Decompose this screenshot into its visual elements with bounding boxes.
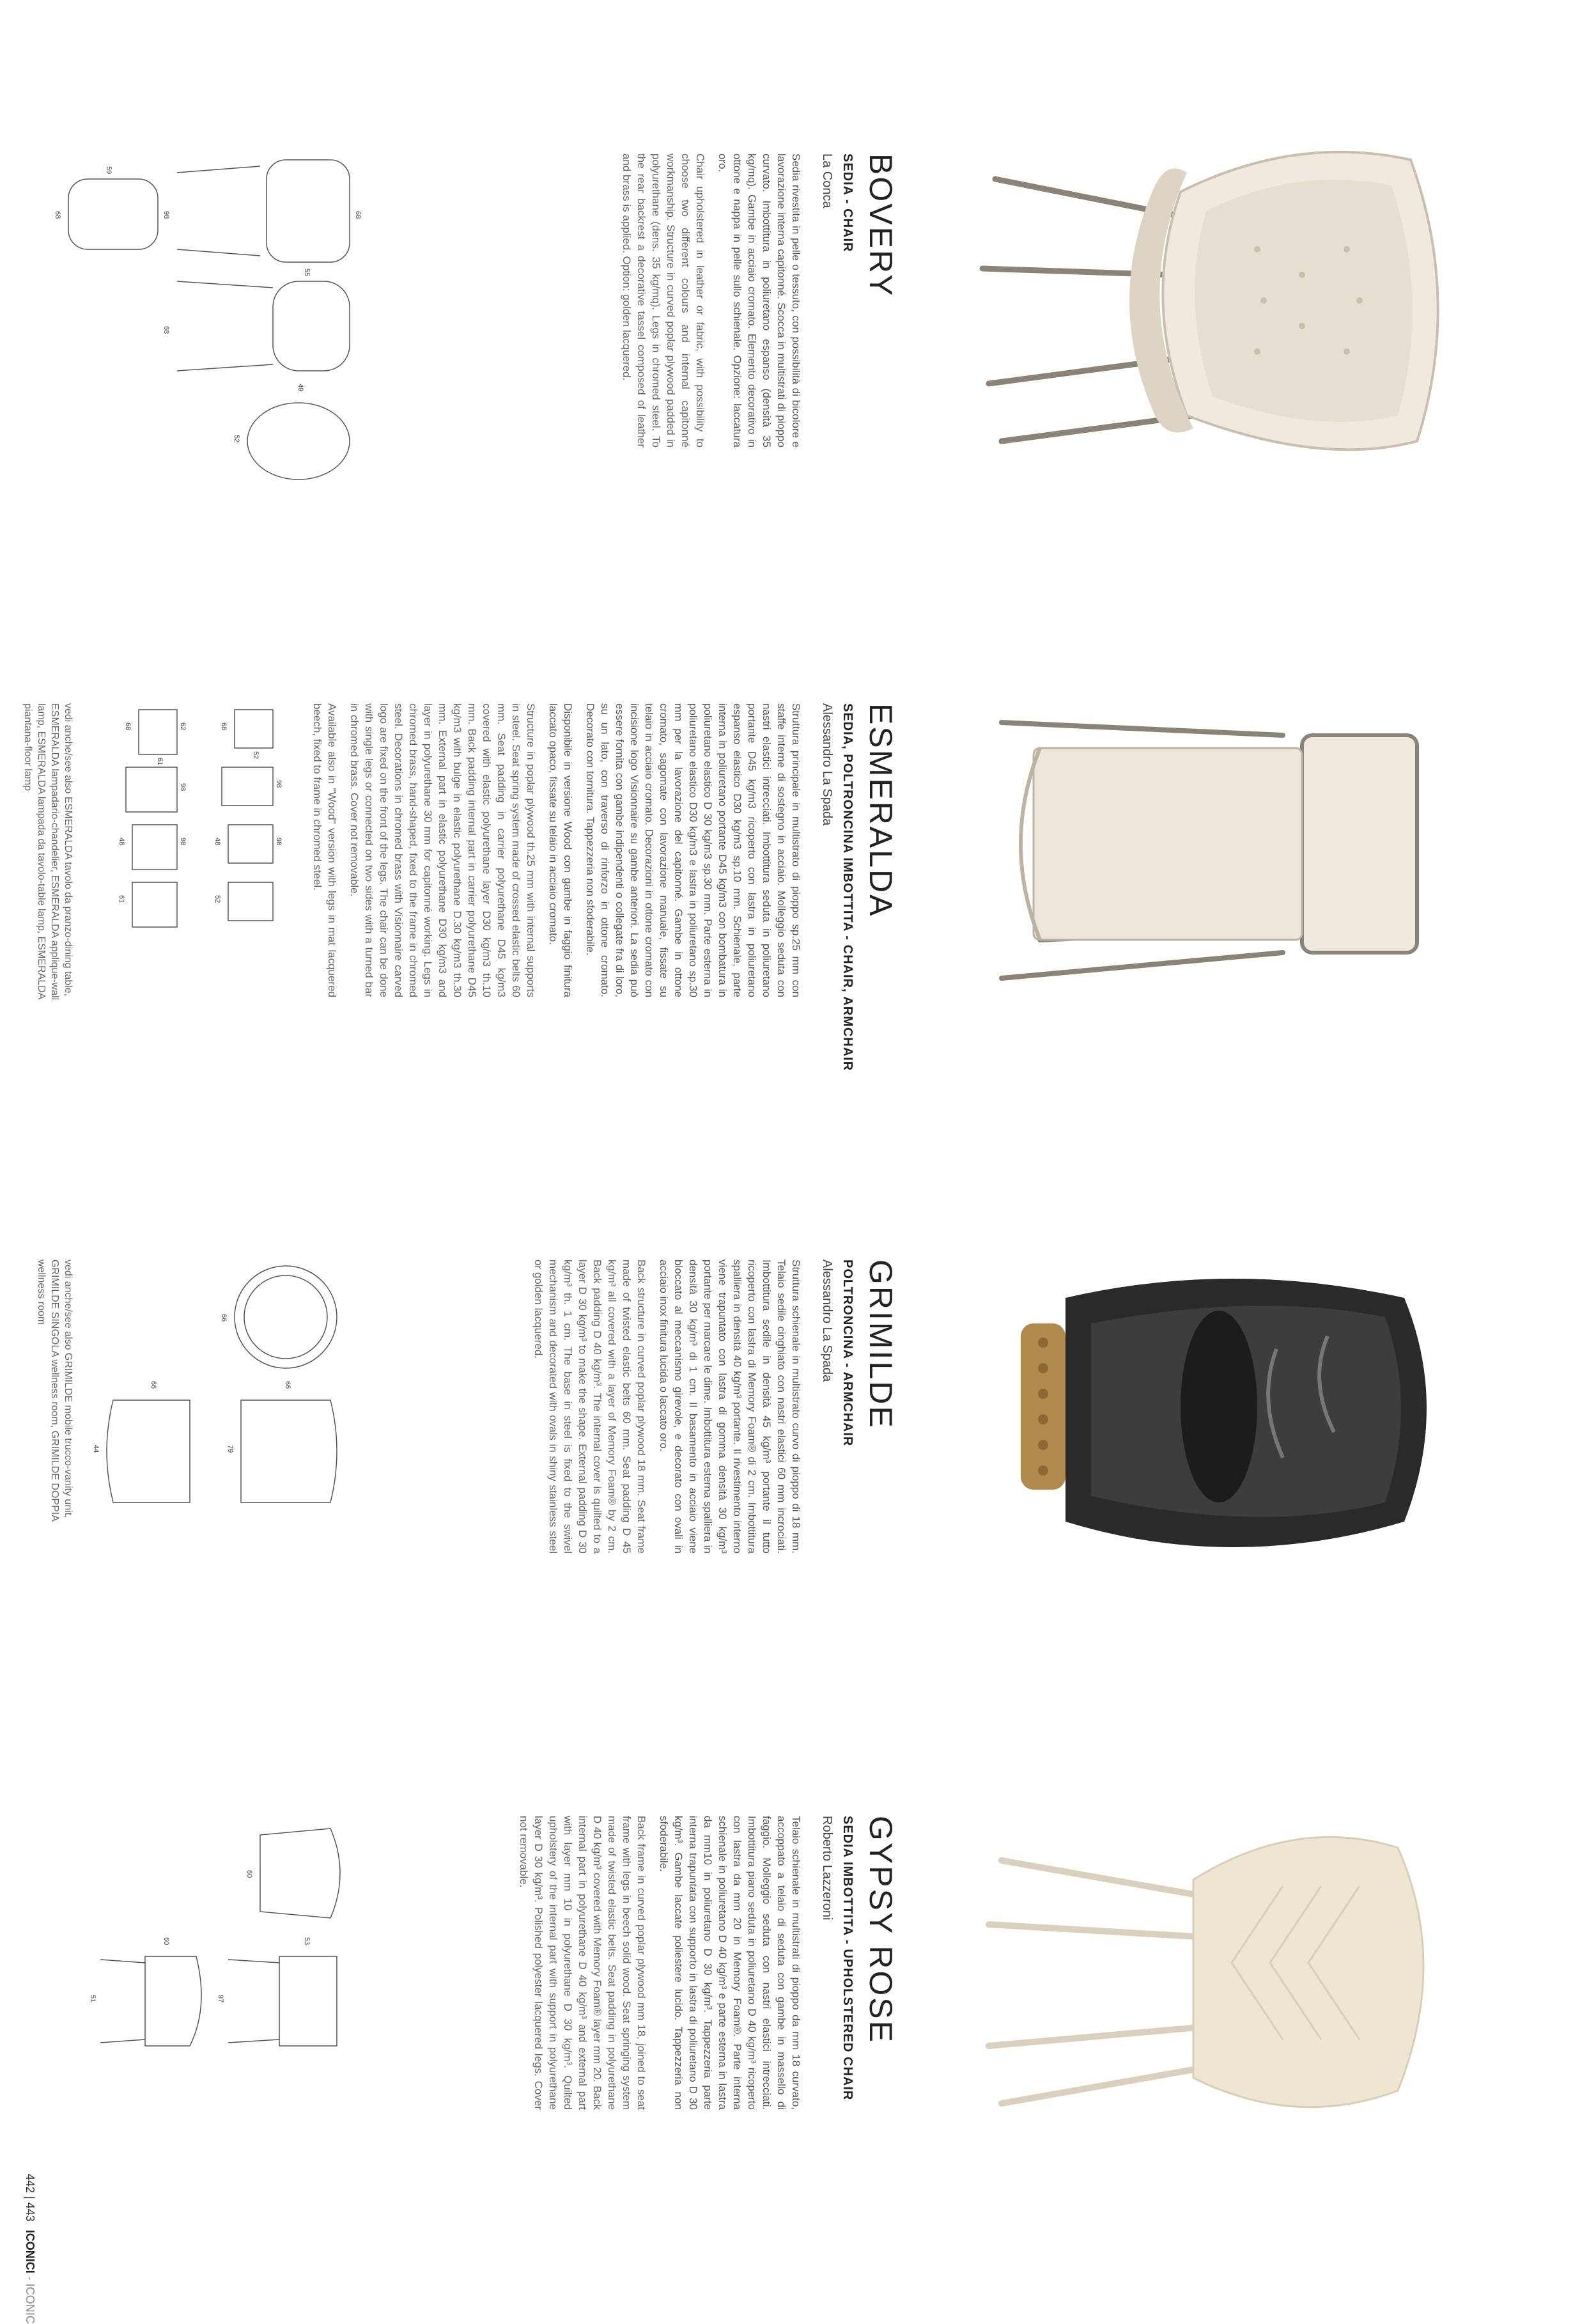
dimension-label: 97 bbox=[217, 1995, 224, 2003]
product-gypsy-rose bbox=[0, 1720, 1596, 2270]
product-designer: Roberto Lazzeroni bbox=[820, 1816, 834, 1921]
drawing-armchair-front bbox=[139, 710, 177, 754]
dimension-label: 66 bbox=[220, 1314, 228, 1322]
section-name-en: ICONIC bbox=[24, 2283, 36, 2324]
description-it-wood: Disponibile in versione Wood con gambe in faggio finitura laccato opaco, fissate su telaio in acciaio cromato. bbox=[547, 703, 574, 997]
drawing-armchair-top bbox=[132, 825, 177, 870]
dimension-label: 62 bbox=[179, 722, 187, 731]
product-esmeralda bbox=[0, 607, 1596, 1157]
dimension-label: 98 bbox=[162, 211, 170, 219]
product-type: SEDIA IMBOTTITA - UPHOLSTERED CHAIR bbox=[841, 1816, 855, 2101]
drawing-top-view bbox=[235, 1266, 337, 1368]
dimension-label: 68 bbox=[124, 722, 132, 731]
drawing-front-view bbox=[267, 160, 350, 262]
dimension-label: 98 bbox=[179, 783, 187, 792]
product-designer: Alessandro La Spada bbox=[820, 703, 834, 826]
drawing-side-view bbox=[222, 767, 273, 806]
esmeralda-chair-photo bbox=[976, 633, 1487, 1068]
dimension-label: 79 bbox=[226, 1445, 234, 1453]
drawing-side-view bbox=[273, 281, 350, 371]
product-title: GYPSY ROSE bbox=[863, 1816, 899, 2044]
product-type: POLTRONCINA - ARMCHAIR bbox=[841, 1259, 855, 1447]
product-bovery bbox=[0, 58, 1596, 607]
description-en: Chair upholstered in leather or fabric, with possibility to choose two different colours and internal capitonné workmanship. Structure in curved poplar plywood padded in polyurethane (dens. 35 kg/mq). Legs in chromed steel. To the rear backrest a decorative tassel composed of leather and brass is applied. Option: golden lacquered. bbox=[621, 153, 706, 448]
dimension-label: 53 bbox=[303, 1937, 311, 1946]
page-numbers: 442 | 443 bbox=[24, 2174, 36, 2222]
dimension-label: 68 bbox=[54, 211, 61, 219]
dimension-label: 98 bbox=[275, 838, 283, 846]
technical-drawings bbox=[88, 1259, 356, 1643]
dimension-label: 68 bbox=[354, 211, 362, 219]
description-it: Telaio schienale in multistrati di pioppo da mm 18 curvato, accoppato a telaio di seduta con gambe in massello di faggio. Molleggio seduta con nastri elastici intrecciati. Imbottitura piano seduta in poliuretano D 40 kg/m³ ricoperto con lastra da mm 20 in Memory Foam®. Parte interna schienale in poliuretano D 40 kg/m³ e parte esterna in lastra da mm10 in poliuretano D 30 kg/m³. Tappezzeria parte interna trapuntata con supporto in lastra di poliuretano D 30 kg/m³. Gambe laccate poliestere lucido. Tappezzeria non sfoderabile. bbox=[658, 1816, 802, 2110]
dimension-label: 66 bbox=[150, 1381, 157, 1389]
product-grimilde bbox=[0, 1164, 1596, 1713]
product-designer: La Conca bbox=[820, 153, 834, 208]
description-en-wood: Available also in "Wood" version with legs in mat lacquered beech, fixed to frame in chromed steel. bbox=[311, 703, 338, 997]
dimension-label: 52 bbox=[252, 751, 260, 760]
drawing-top-view bbox=[228, 825, 273, 863]
dimension-label: 61 bbox=[118, 895, 125, 903]
drawing-side-view bbox=[145, 1956, 201, 2046]
section-separator: - bbox=[24, 2273, 36, 2284]
technical-drawings bbox=[88, 1816, 356, 2199]
grimilde-armchair-photo bbox=[976, 1189, 1487, 1624]
drawing-top-view bbox=[247, 403, 350, 480]
dimension-label: 52 bbox=[213, 895, 221, 903]
drawing-front-view bbox=[241, 1400, 337, 1502]
drawing-side-view bbox=[107, 1400, 190, 1502]
dimension-label: 48 bbox=[118, 838, 125, 846]
page-footer bbox=[23, 2174, 36, 2324]
dimension-label: 51 bbox=[89, 1995, 97, 2003]
description-en: Structure in poplar plywood th.25 mm with internal supports in steel. Seat spring system made of crossed elastic belts 60 mm. Seat padding in carrier polyurethane D45 kg/m3 covered with elastic polyurethane layer D30 kg/m3 th.10 mm. Back padding internal part in carrier polyurethane D45 kg/m3 with bulge in elastic polyurethane D.30 kg/m3 th.30 mm. External part in elastic polyurethane D30 kg/m3 and layer in polyurethane 30 mm for capitonné working. Legs in chromed brass, hand-shaped, fixed to the frame in chromed steel. Decorations in chromed brass with Visionnaire carved logo are fixed on the front of the legs. The chair can be done with single legs or connected on two sides with a turned bar in chromed brass. Cover not removable. bbox=[348, 703, 537, 997]
see-also-note: vedi anche/see also ESMERALDA tavolo da pranzo-dining table, ESMERALDA lampadario-chandelier, ESMERALDA applique-wall lamp, ESMERALDA lampada da tavolo-table lamp, ESMERALDA piantana-floor lamp bbox=[22, 703, 74, 1001]
drawing-top-view bbox=[260, 1829, 340, 1918]
product-title: GRIMILDE bbox=[863, 1259, 899, 1430]
product-description bbox=[302, 703, 803, 997]
drawing-front-view bbox=[279, 1956, 337, 2046]
product-title: BOVERY bbox=[863, 153, 899, 298]
product-description bbox=[612, 153, 803, 448]
dimension-label: 59 bbox=[105, 166, 112, 175]
description-en: Back frame in curved poplar plywood mm 18, joined to seat frame with legs in beech solid wood. Seat springing system made of twisted elastic belts. Seat padding in polyurethane D 40 kg/m³ covered with Memory Foam® layer mm 20. Back internal part in polyurethane D 40 kg/m³ and external part with layer mm 10 in polyurethane D 30 kg/m³. Quilted upholstery of the internal part with support in polyurethane layer D 30 kg/m³. Polished polyester lacquered legs. Cover not removable. bbox=[518, 1816, 647, 2110]
dimension-label: 55 bbox=[303, 269, 311, 277]
dimension-label: 61 bbox=[156, 758, 164, 766]
dimension-label: 52 bbox=[233, 435, 240, 443]
description-it: Sedia rivestita in pelle o tessuto, con possibilità di bicolore e lavorazione interna capitonné. Scocca in multistrati di pioppo curvato. Imbottitura in poliuretano espanso (densità 35 kg/mq). Gambe in acciaio cromato. Elemento decorativo in ottone e nappa in pelle sullo schienale. Opzione: laccatura oro. bbox=[717, 153, 802, 448]
drawing-plan-view bbox=[68, 179, 158, 249]
product-description bbox=[509, 1816, 803, 2110]
technical-drawings bbox=[75, 703, 286, 1087]
dimension-label: 98 bbox=[179, 838, 187, 846]
drawing-plan-view bbox=[228, 882, 273, 921]
dimension-label: 49 bbox=[297, 384, 304, 392]
gypsy-rose-chair-photo bbox=[976, 1745, 1487, 2180]
see-also-note: vedi anche/see also GRIMILDE mobile trucco-vanity unit, GRIMILDE SINGOLA wellness room, GRIMILDE DOPPIA wellness room bbox=[36, 1259, 74, 1521]
dimension-label: 60 bbox=[162, 1937, 170, 1946]
product-designer: Alessandro La Spada bbox=[820, 1259, 834, 1382]
dimension-label: 48 bbox=[213, 838, 221, 846]
dimension-label: 68 bbox=[162, 326, 170, 334]
description-it: Struttura schienale in multistrato curvo di pioppo di 18 mm. Telaio sedile cinghiato con nastri elastici 60 mm incrociati. Imbottitura sedile in densità 45 kg/m³ portante il tutto ricoperto con lastra di Memory Foam® di 2 cm. Imbottitura spalliera in densità 40 kg/m³ portante. Il rivestimento interno viene trapuntato con lastra di gomma densità 30 kg/m³ portante per marcare le dime. Imbottitura esterna spalliera in densità 30 kg/m³ di 1 cm. Il basamento in acciaio viene bloccato al meccanismo girevole, e decorato con ovali in acciaio inox finitura lucida o laccato oro. bbox=[658, 1259, 802, 1554]
product-type: SEDIA, POLTRONCINA IMBOTTITA - CHAIR, ARMCHAIR bbox=[841, 703, 855, 1072]
drawing-armchair-side bbox=[126, 767, 177, 812]
section-name: ICONICI bbox=[24, 2229, 36, 2273]
bovery-chair-photo bbox=[976, 83, 1487, 518]
technical-drawings bbox=[49, 153, 369, 537]
dimension-label: 68 bbox=[220, 722, 228, 731]
dimension-label: 44 bbox=[92, 1445, 100, 1453]
dimension-label: 66 bbox=[284, 1381, 291, 1389]
drawing-armchair-plan bbox=[132, 882, 177, 927]
dimension-label: 98 bbox=[275, 780, 283, 788]
dimension-label: 60 bbox=[245, 1870, 253, 1878]
description-it: Struttura principale in multistrato di pioppo sp.25 mm con staffe interne di sostegno in acciaio. Molleggio seduta con nastri elastici intrecciati. Imbottitura seduta in poliuretano portante D45 kg/m3 ricoperto con lastra in poliuretano espanso elastico D30 kg/m3 sp.10 mm. Schienale, parte interna in poliuretano portante D45 kg/m3 con bombatura in poliuretano elastico D 30 kg/m3 sp.30 mm. Parte esterna in poliuretano elastico D30 kg/m3 e lastra in poliuretano sp.30 mm per la lavorazione del capitonné. Gambe in ottone cromato, sagomate con lavorazione manuale, fissate su telaio in acciaio cromato. Decorazioni in ottone cromato con incisione logo Visionnaire su gambe anteriori. La sedia può essere fornita con gambe indipendenti o collegate fra di loro, su un lato, con traverso di rinforzo in ottone cromato. Decorato con tornitura. Tappezzeria non sfoderabile. bbox=[584, 703, 802, 997]
description-en: Back structure in curved poplar plywood 18 mm. Seat frame made of twisted elastic belts 60 mm. Seat padding D 45 kg/m³ all covered with a layer of Memory Foam® by 2 cm. Back padding D 40 kg/m³. The internal cover is quilted to a layer D 30 kg/m³ to make the shape. External padding D 30 kg/m³ th. 1 cm. The base in steel is fixed to the swivel mechanism and decorated with ovals in shiny stainless steel or golden lacquered. bbox=[532, 1259, 647, 1554]
product-type: SEDIA - CHAIR bbox=[841, 153, 855, 253]
drawing-front-view bbox=[235, 710, 273, 748]
product-description bbox=[523, 1259, 803, 1554]
product-title: ESMERALDA bbox=[863, 703, 899, 918]
